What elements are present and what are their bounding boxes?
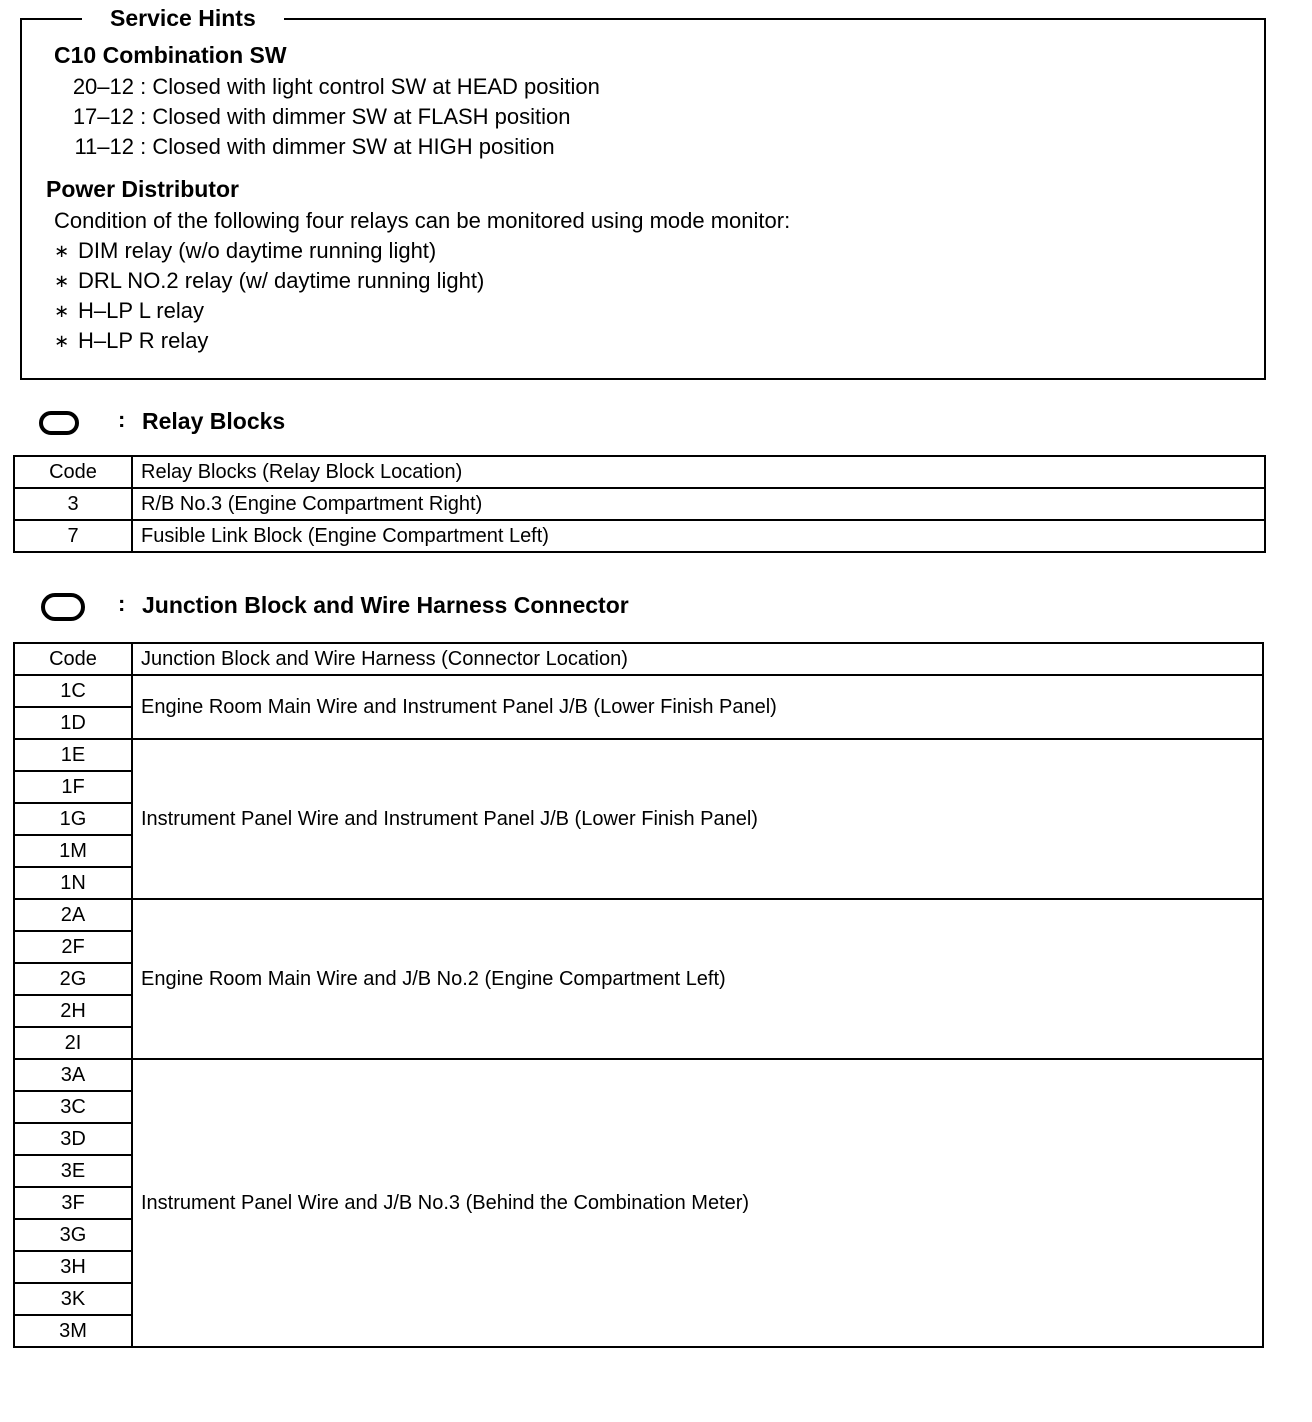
combination-sw-line (56, 73, 600, 101)
junction-code: 3G (14, 1219, 132, 1251)
junction-code: 3A (14, 1059, 132, 1091)
table-row (14, 520, 1265, 552)
bullet-icon: ∗ (54, 271, 70, 291)
terminal-pair: 11–12 (74, 134, 134, 159)
junction-code: 2G (14, 963, 132, 995)
table-row (14, 1059, 1263, 1091)
junction-block-symbol-icon (41, 593, 85, 621)
bullet-icon: ∗ (54, 241, 70, 261)
junction-blocks-table (13, 642, 1264, 1348)
junction-code: 2F (14, 931, 132, 963)
junction-code: 2H (14, 995, 132, 1027)
table-row (14, 739, 1263, 771)
table-header-row (14, 456, 1265, 488)
junction-blocks-title: Junction Block and Wire Harness Connector (142, 592, 629, 618)
legend-colon: : (118, 591, 126, 616)
junction-code: 1G (14, 803, 132, 835)
power-distributor-heading: Power Distributor (46, 176, 239, 202)
junction-code: 1N (14, 867, 132, 899)
bullet-icon: ∗ (54, 301, 70, 321)
combination-sw-line (56, 133, 555, 161)
junction-location: Instrument Panel Wire and J/B No.3 (Behind the Combination Meter) (132, 1059, 1263, 1347)
junction-code: 3E (14, 1155, 132, 1187)
junction-code: 3M (14, 1315, 132, 1347)
relay-blocks-table (13, 455, 1266, 553)
junction-location: Engine Room Main Wire and Instrument Panel J/B (Lower Finish Panel) (132, 675, 1263, 739)
relay-blocks-title: Relay Blocks (142, 408, 286, 434)
combination-sw-heading: C10 Combination SW (54, 42, 287, 68)
combination-sw-line (56, 103, 571, 131)
table-header-row (14, 643, 1263, 675)
junction-code: 1D (14, 707, 132, 739)
relay-block-location: R/B No.3 (Engine Compartment Right) (132, 488, 1265, 520)
junction-code: 3D (14, 1123, 132, 1155)
terminal-condition: : Closed with light control SW at HEAD position (140, 74, 600, 99)
relay-block-location: Fusible Link Block (Engine Compartment Left) (132, 520, 1265, 552)
junction-code: 3C (14, 1091, 132, 1123)
relay-list-item: DRL NO.2 relay (w/ daytime running light) (78, 268, 485, 293)
relay-list-item: H–LP L relay (78, 298, 204, 323)
location-header: Junction Block and Wire Harness (Connector Location) (132, 643, 1263, 675)
terminal-pair: 17–12 (72, 104, 134, 129)
relay-block-symbol-icon (39, 411, 79, 435)
junction-code: 1F (14, 771, 132, 803)
junction-code: 1E (14, 739, 132, 771)
junction-code: 3H (14, 1251, 132, 1283)
relay-list-item: DIM relay (w/o daytime running light) (78, 238, 437, 263)
service-hints-title: Service Hints (82, 4, 284, 32)
legend-colon: : (118, 407, 126, 432)
relay-list-item: H–LP R relay (78, 328, 209, 353)
code-header: Code (14, 643, 132, 675)
table-row (14, 675, 1263, 707)
junction-code: 3K (14, 1283, 132, 1315)
relay-block-code: 7 (14, 520, 132, 552)
power-distributor-intro: Condition of the following four relays can be monitored using mode monitor: (54, 208, 791, 233)
junction-code: 2A (14, 899, 132, 931)
junction-code: 2I (14, 1027, 132, 1059)
terminal-condition: : Closed with dimmer SW at FLASH position (140, 104, 571, 129)
junction-code: 1C (14, 675, 132, 707)
bullet-icon: ∗ (54, 331, 70, 351)
junction-code: 1M (14, 835, 132, 867)
code-header: Code (14, 456, 132, 488)
junction-location: Engine Room Main Wire and J/B No.2 (Engine Compartment Left) (132, 899, 1263, 1059)
junction-code: 3F (14, 1187, 132, 1219)
relay-block-code: 3 (14, 488, 132, 520)
location-header: Relay Blocks (Relay Block Location) (132, 456, 1265, 488)
terminal-pair: 20–12 (72, 74, 134, 99)
terminal-condition: : Closed with dimmer SW at HIGH position (140, 134, 555, 159)
table-row (14, 488, 1265, 520)
junction-location: Instrument Panel Wire and Instrument Panel J/B (Lower Finish Panel) (132, 739, 1263, 899)
table-row (14, 899, 1263, 931)
